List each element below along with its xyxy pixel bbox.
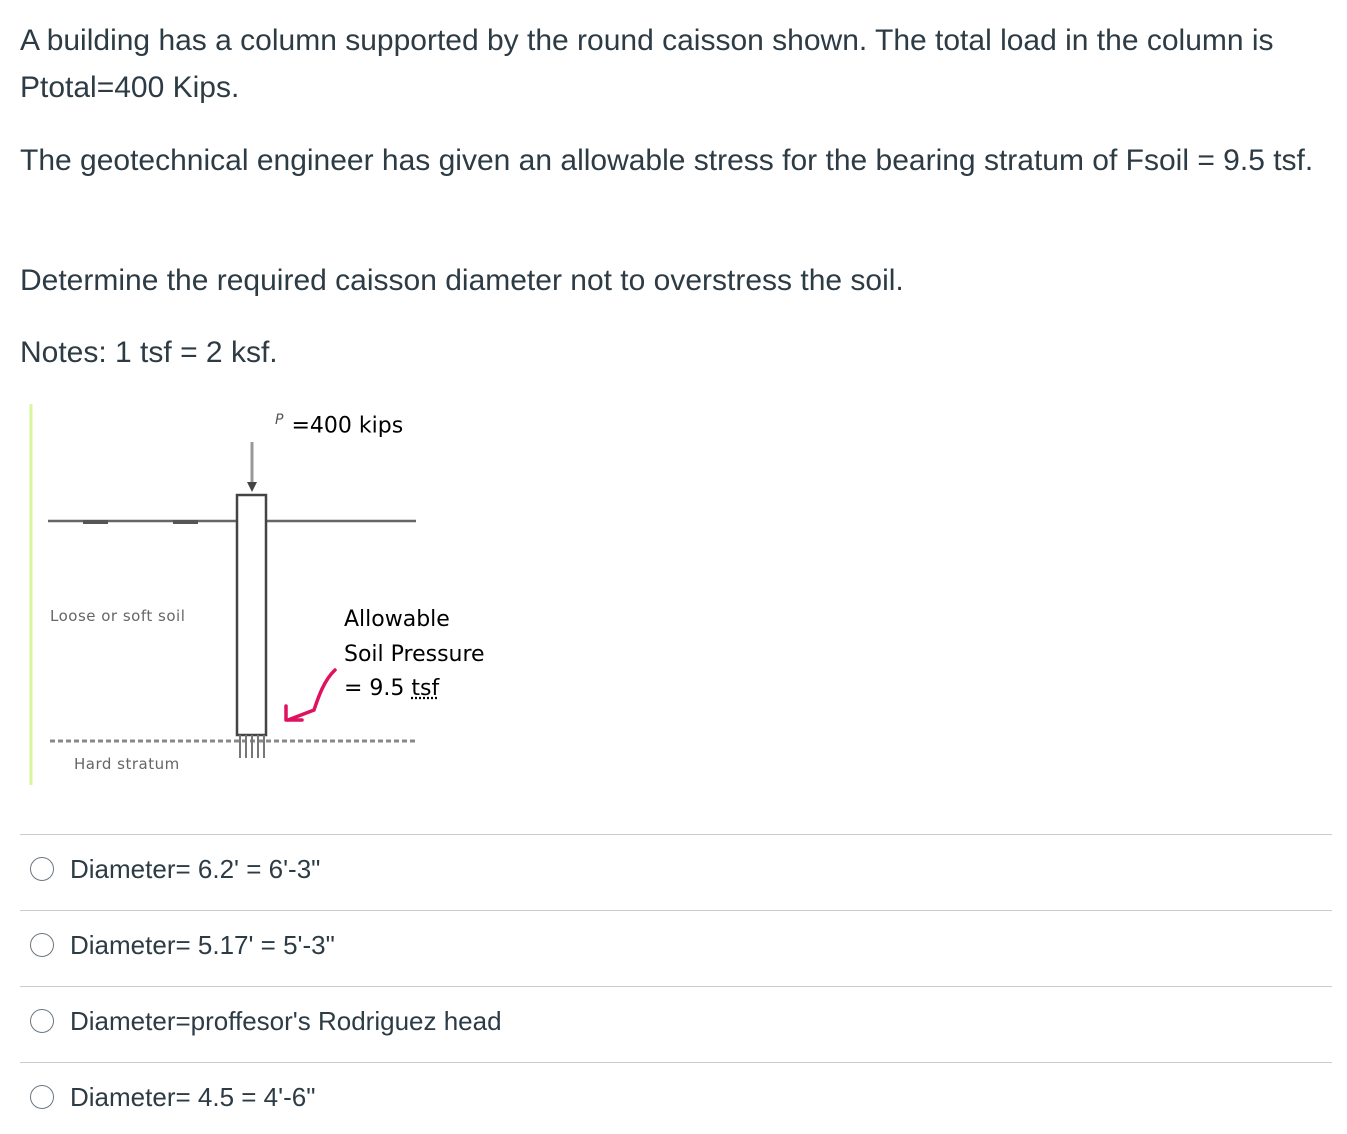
- caisson-diagram: [28, 402, 508, 787]
- load-label: [275, 412, 403, 438]
- allowable-label-line-3: [344, 676, 439, 701]
- stratum-label: Hard stratum: [74, 755, 180, 773]
- question-paragraph-3: Determine the required caisson diameter not to overstress the soil.: [20, 264, 904, 297]
- answer-option-label: Diameter= 4.5 = 4'-6": [70, 1081, 316, 1112]
- radio-button[interactable]: [30, 857, 54, 881]
- notes-paragraph: Notes: 1 tsf = 2 ksf.: [20, 336, 278, 369]
- divider: [20, 910, 1332, 911]
- divider: [20, 1062, 1332, 1063]
- caisson-figure: [28, 402, 508, 787]
- answer-option-1[interactable]: [30, 849, 320, 889]
- answer-option-4[interactable]: [30, 1077, 315, 1117]
- bearing-hatch: [240, 735, 264, 758]
- answer-option-2[interactable]: [30, 925, 335, 965]
- question-paragraph-1: A building has a column supported by the round caisson shown. The total load in the column is Ptotal=400 Kips.: [20, 24, 1274, 104]
- load-arrow-head: [247, 482, 257, 492]
- soil-label: Loose or soft soil: [50, 607, 186, 625]
- radio-button[interactable]: [30, 1009, 54, 1033]
- pressure-arrow: [288, 670, 335, 720]
- allowable-value: = 9.5: [344, 676, 412, 701]
- answer-option-label: Diameter= 6.2' = 6'-3": [70, 853, 321, 884]
- radio-button[interactable]: [30, 1085, 54, 1109]
- divider: [20, 834, 1332, 835]
- question-paragraph-2: The geotechnical engineer has given an allowable stress for the bearing stratum of Fsoil = 9.5 tsf.: [20, 144, 1314, 177]
- answer-option-3[interactable]: [30, 1001, 502, 1041]
- radio-button[interactable]: [30, 933, 54, 957]
- allowable-unit: tsf: [411, 676, 440, 701]
- load-value: =400 kips: [291, 413, 404, 439]
- answer-option-label: Diameter=proffesor's Rodriguez head: [70, 1005, 502, 1036]
- allowable-label-line-2: Soil Pressure: [344, 642, 485, 667]
- answer-option-label: Diameter= 5.17' = 5'-3": [70, 929, 335, 960]
- divider: [20, 986, 1332, 987]
- caisson: [237, 495, 266, 735]
- allowable-label-line-1: Allowable: [344, 607, 450, 632]
- load-symbol: P: [275, 412, 284, 428]
